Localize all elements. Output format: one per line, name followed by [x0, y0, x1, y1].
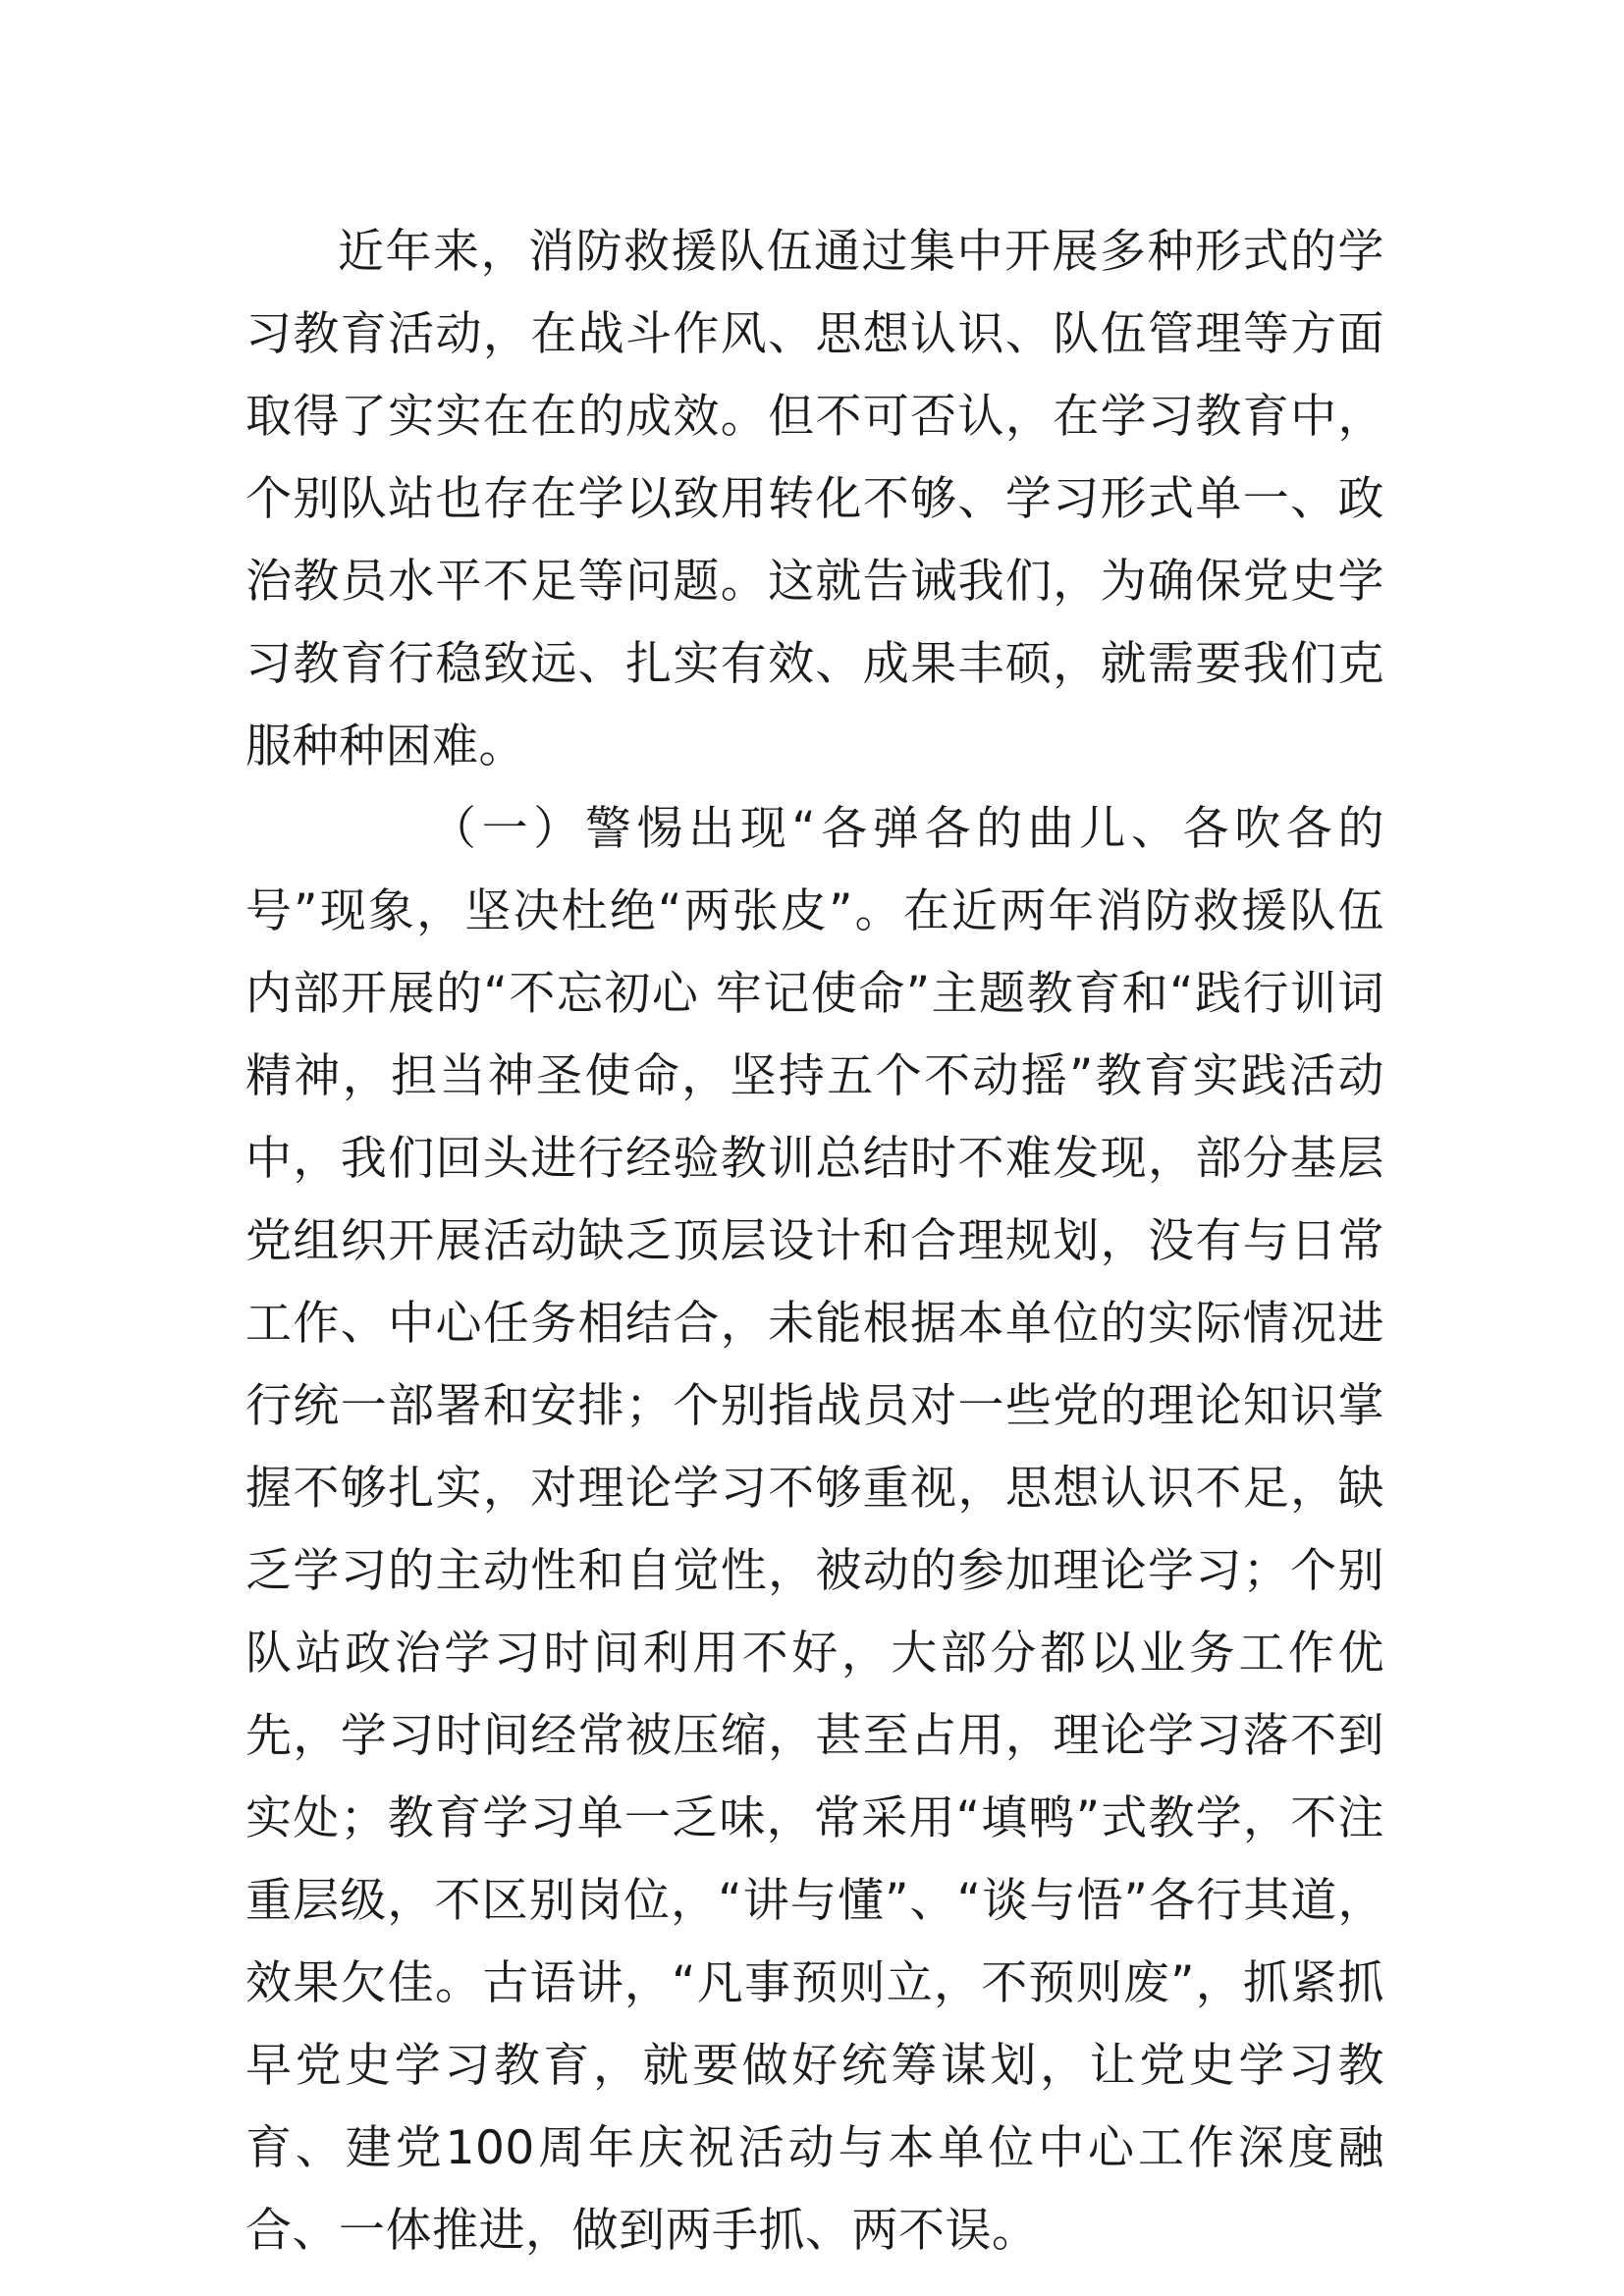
paragraph-intro: 近年来，消防救援队伍通过集中开展多种形式的学习教育活动，在战斗作风、思想认识、队伍管理等方面取得了实实在在的成效。但不可否认，在学习教育中，个别队站也存在学以致用转化不够、学习形式单一、政治教员水平不足等问题。这就告诫我们，为确保党史学习教育行稳致远、扎实有效、成果丰硕，就需要我们克服种种困难。 — [245, 225, 1384, 774]
paragraph-section-one: （一）警惕出现“各弹各的曲儿、各吹各的号”现象，坚决杜绝“两张皮”。在近两年消防救援队伍内部开展的“不忘初心 牢记使命”主题教育和“践行训词精神，担当神圣使命，坚持五个不动摇”教育实践活动中，我们回头进行经验教训总结时不难发现，部分基层党组织开展活动缺乏顶层设计和合理规划，没有与日常工作、中心任务相结合，未能根据本单位的实际情况进行统一部署和安排；个别指战员对一些党的理论知识掌握不够扎实，对理论学习不够重视，思想认识不足，缺乏学习的主动性和自觉性，被动的参加理论学习；个别队站政治学习时间利用不好，大部分都以业务工作优先，学习时间经常被压缩，甚至占用，理论学习落不到实处；教育学习单一乏味，常采用“填鸭”式教学，不注重层级，不区别岗位，“讲与懂”、“谈与悟”各行其道，效果欠佳。古语讲，“凡事预则立，不预则废”，抓紧抓早党史学习教育，就要做好统筹谋划，让党史学习教育、建党100周年庆祝活动与本单位中心工作深度融合、一体推进，做到两手抓、两不误。 — [245, 802, 1384, 2258]
document-body — [245, 211, 1384, 2272]
